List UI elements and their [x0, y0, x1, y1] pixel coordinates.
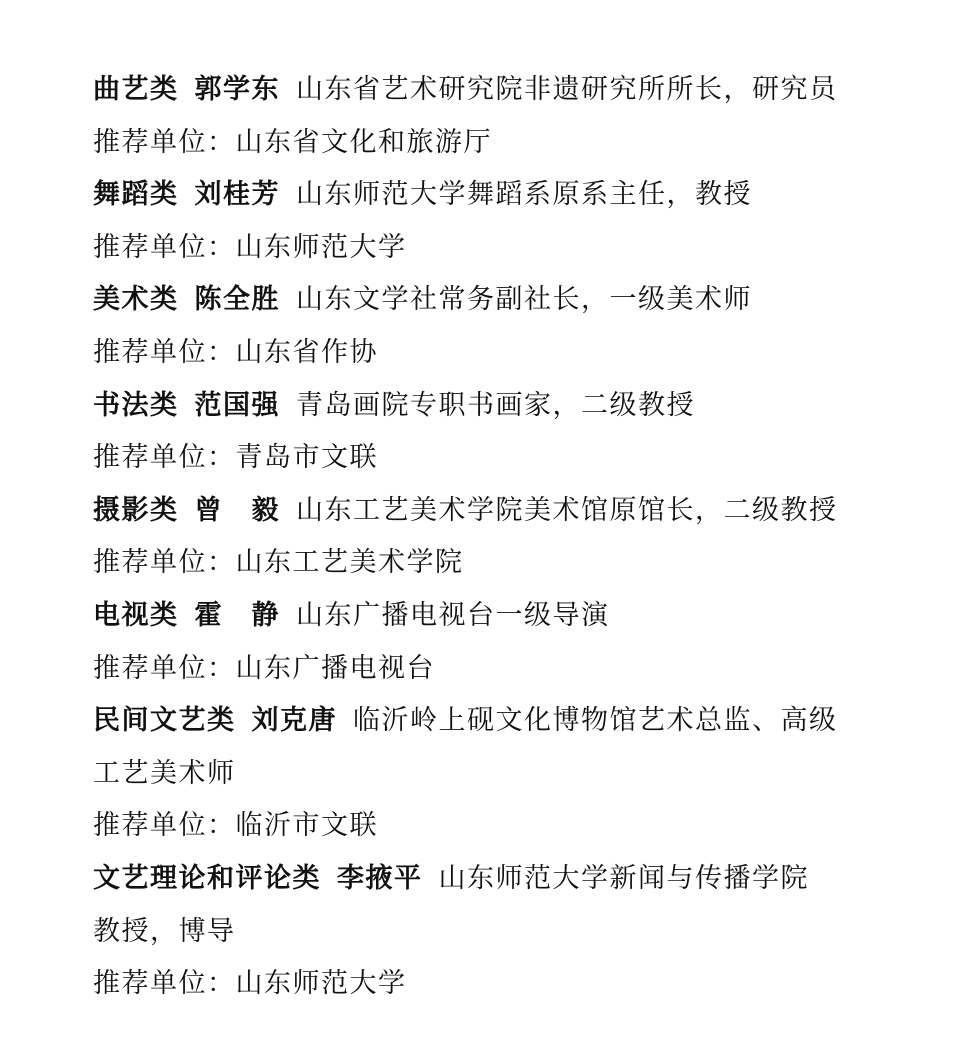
entry-title: 临沂岭上砚文化博物馆艺术总监、高级 — [353, 705, 838, 737]
entry-title: 山东师范大学舞蹈系原系主任，教授 — [296, 179, 752, 211]
entry-name: 李掖平 — [337, 862, 423, 894]
entry-name: 刘桂芳 — [194, 179, 280, 211]
entry-name: 霍 静 — [194, 599, 280, 631]
entry-heading-line — [93, 485, 853, 538]
entry-name: 郭学东 — [194, 74, 280, 105]
entry-recommender: 推荐单位：山东广播电视台 — [93, 652, 435, 684]
entry-title: 山东广播电视台一级导演 — [296, 599, 610, 631]
entry-category: 美术类 — [93, 284, 179, 316]
entry-recommender: 推荐单位：山东省作协 — [93, 336, 378, 368]
entry-category: 摄影类 — [93, 494, 179, 526]
entry-recommender: 推荐单位：山东工艺美术学院 — [93, 547, 464, 579]
entry-name: 陈全胜 — [194, 284, 280, 316]
entry-category: 书法类 — [93, 389, 179, 421]
entry-recommender: 推荐单位：山东省文化和旅游厅 — [93, 126, 492, 158]
entry-category: 舞蹈类 — [93, 179, 179, 211]
entry-title: 山东文学社常务副社长，一级美术师 — [296, 284, 752, 316]
document-body — [93, 64, 853, 1011]
entry-title-continuation: 教授，博导 — [93, 915, 236, 947]
entry-category: 文艺理论和评论类 — [93, 862, 321, 894]
entry-heading-line — [93, 380, 853, 433]
entry-heading-line — [93, 274, 853, 327]
entry-heading-line — [93, 853, 853, 906]
entry-category: 电视类 — [93, 599, 179, 631]
entry-title-continuation: 工艺美术师 — [93, 757, 236, 789]
entry-title: 山东工艺美术学院美术馆原馆长，二级教授 — [296, 494, 838, 526]
entry-recommender: 推荐单位：山东师范大学 — [93, 968, 407, 1000]
entry-heading-line — [93, 590, 853, 643]
entry-name: 曾 毅 — [194, 494, 280, 526]
entry-name: 刘克唐 — [251, 705, 337, 737]
entry-category: 曲艺类 — [93, 74, 179, 105]
entry-recommender: 推荐单位：临沂市文联 — [93, 810, 378, 842]
entry-recommender: 推荐单位：青岛市文联 — [93, 442, 378, 474]
entry-title: 青岛画院专职书画家，二级教授 — [296, 389, 695, 421]
entry-recommender: 推荐单位：山东师范大学 — [93, 231, 407, 263]
entry-heading-line — [93, 169, 853, 222]
entry-heading-line — [93, 695, 853, 748]
entry-heading-line — [93, 64, 853, 117]
entry-category: 民间文艺类 — [93, 705, 236, 737]
entry-name: 范国强 — [194, 389, 280, 421]
entry-title: 山东省艺术研究院非遗研究所所长，研究员 — [296, 74, 838, 105]
entry-title: 山东师范大学新闻与传播学院 — [438, 862, 809, 894]
